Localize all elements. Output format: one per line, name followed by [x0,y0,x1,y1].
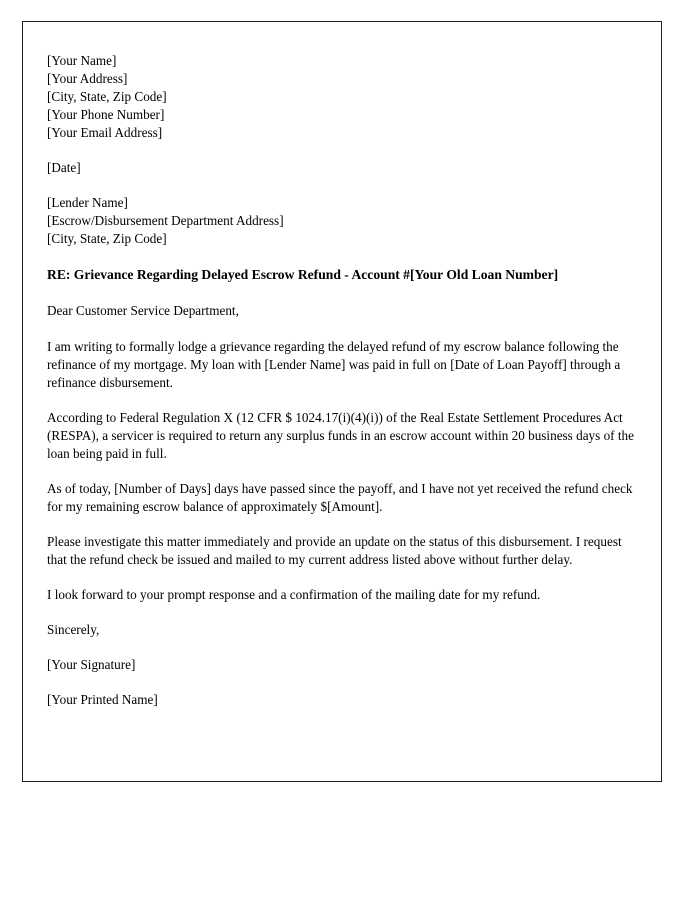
sender-city-state-zip: [City, State, Zip Code] [47,89,167,104]
sender-address-block [47,52,637,142]
signature-placeholder: [Your Signature] [47,657,136,672]
subject-line: RE: Grievance Regarding Delayed Escrow Refund - Account #[Your Old Loan Number] [47,267,559,282]
body-paragraph-5: I look forward to your prompt response and a confirmation of the mailing date for my refund. [47,587,541,602]
salutation: Dear Customer Service Department, [47,303,239,318]
letter-page-border [22,21,662,782]
recipient-address-block [47,194,637,248]
printed-name-placeholder: [Your Printed Name] [47,692,158,707]
date-line: [Date] [47,160,81,175]
sender-email: [Your Email Address] [47,125,163,140]
body-paragraph-3: As of today, [Number of Days] days have passed since the payoff, and I have not yet received the refund check for my remaining escrow balance of approximately $[Amount]. [47,481,633,514]
body-paragraph-2: According to Federal Regulation X (12 CFR $ 1024.17(i)(4)(i)) of the Real Estate Settlement Procedures Act (RESPA), a servicer is required to return any surplus funds in an escrow account within 20 business days of the loan being paid in full. [47,410,634,461]
sender-street: [Your Address] [47,71,128,86]
sender-name: [Your Name] [47,53,117,68]
closing-salutation: Sincerely, [47,622,100,637]
letter-content [23,22,661,709]
recipient-city-state-zip: [City, State, Zip Code] [47,231,167,246]
recipient-department-address: [Escrow/Disbursement Department Address] [47,213,284,228]
recipient-lender-name: [Lender Name] [47,195,128,210]
sender-phone: [Your Phone Number] [47,107,165,122]
body-paragraph-1: I am writing to formally lodge a grievance regarding the delayed refund of my escrow balance following the refinance of my mortgage. My loan with [Lender Name] was paid in full on [Date of Loan Payoff] through a refinance disbursement. [47,339,621,390]
body-paragraph-4: Please investigate this matter immediately and provide an update on the status of this disbursement. I request that the refund check be issued and mailed to my current address listed above without further delay. [47,534,622,567]
